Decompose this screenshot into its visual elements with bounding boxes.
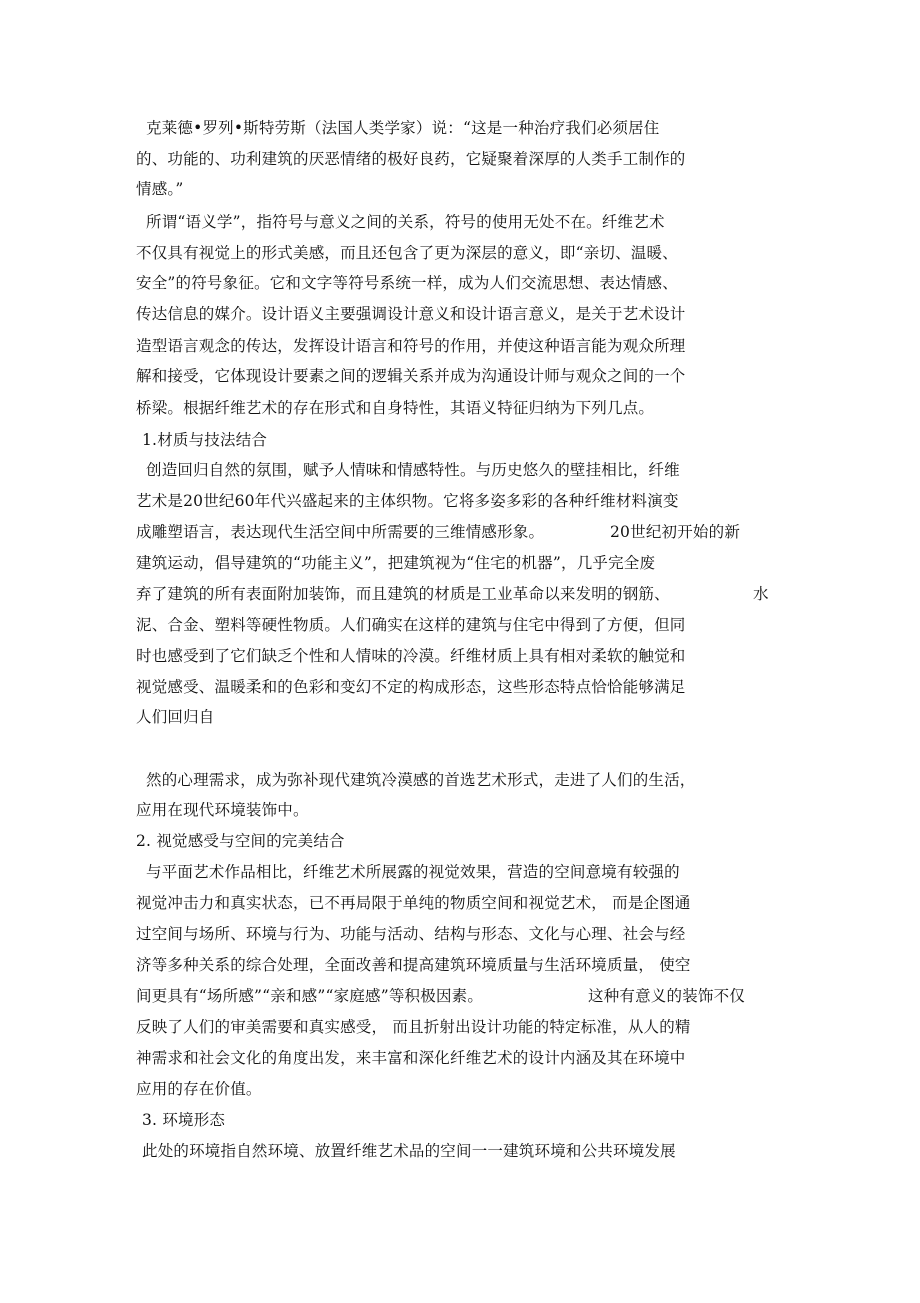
- text-line: 间更具有“场所感”“亲和感”“家庭感”等积极因素。: [136, 987, 484, 1005]
- text-line: 水: [753, 585, 769, 603]
- text-line: 克莱德•罗列•斯特劳斯（法国人类学家）说：“这是一种治疗我们必须居住: [146, 119, 660, 137]
- text-line: 安全”的符号象征。它和文字等符号系统一样，成为人们交流思想、表达情感、: [136, 274, 678, 292]
- text-line: 泥、合金、塑料等硬性物质。人们确实在这样的建筑与住宅中得到了方便，但同: [136, 616, 686, 634]
- text-line: 应用在现代环境装饰中。: [136, 801, 309, 819]
- text-line: 不仅具有视觉上的形式美感，而且还包含了更为深层的意义，即“亲切、温暖、: [136, 244, 678, 262]
- text-line: 解和接受，它体现设计要素之间的逻辑关系并成为沟通设计师与观众之间的一个: [136, 367, 686, 385]
- section-heading: 3. 环境形态: [142, 1111, 226, 1129]
- text-line: 视觉冲击力和真实状态，已不再局限于单纯的物质空间和视觉艺术， 而是企图通: [136, 894, 691, 912]
- text-line: 的、功能的、功利建筑的厌恶情绪的极好良药，它疑聚着深厚的人类手工制作的: [136, 150, 686, 168]
- text-line: 造型语言观念的传达，发挥设计语言和符号的作用，并使这种语言能为观众所理: [136, 337, 686, 355]
- text-line: 艺术是20世纪60年代兴盛起来的主体织物。它将多姿多彩的各种纤维材料演变: [136, 492, 679, 510]
- text-line: 反映了人们的审美需要和真实感受， 而且折射出设计功能的特定标准，从人的精: [136, 1018, 691, 1036]
- text-line: 此处的环境指自然环境、放置纤维艺术品的空间一一建筑环境和公共环境发展: [142, 1142, 676, 1160]
- text-line: 20世纪初开始的新: [610, 523, 741, 541]
- text-line: 桥梁。根据纤维艺术的存在形式和自身特性，其语义特征归纳为下列几点。: [136, 399, 655, 417]
- text-line: 所谓“语义学”，指符号与意义之间的关系，符号的使用无处不在。纤维艺术: [146, 213, 665, 231]
- text-line: 传达信息的媒介。设计语义主要强调设计意义和设计语言意义，是关于艺术设计: [136, 305, 686, 323]
- text-line: 情感。”: [136, 180, 184, 198]
- section-heading: 1.材质与技法结合: [142, 431, 268, 449]
- text-line: 成雕塑语言，表达现代生活空间中所需要的三维情感形象。: [136, 523, 545, 541]
- text-line: 这种有意义的装饰不仅: [588, 987, 746, 1005]
- text-line: 人们回归自: [136, 708, 215, 726]
- text-line: 神需求和社会文化的角度出发，来丰富和深化纤维艺术的设计内涵及其在环境中: [136, 1049, 686, 1067]
- text-line: 建筑运动，倡导建筑的“功能主义”，把建筑视为“住宅的机器”，几乎完全废: [136, 554, 656, 572]
- text-line: 与平面艺术作品相比，纤维艺术所展露的视觉效果，营造的空间意境有较强的: [146, 863, 680, 881]
- text-line: 应用的存在价值。: [136, 1080, 262, 1098]
- text-line: 济等多种关系的综合处理，全面改善和提高建筑环境质量与生活环境质量， 使空: [136, 956, 691, 974]
- text-line: 然的心理需求，成为弥补现代建筑冷漠感的首选艺术形式，走进了人们的生活，: [146, 771, 696, 789]
- text-line: 视觉感受、温暖柔和的色彩和变幻不定的构成形态，这些形态特点恰恰能够满足: [136, 678, 686, 696]
- text-line: 过空间与场所、环境与行为、功能与活动、结构与形态、文化与心理、社会与经: [136, 925, 686, 943]
- text-line: 创造回归自然的氛围，赋予人情味和情感特性。与历史悠久的壁挂相比，纤维: [146, 461, 680, 479]
- section-heading: 2. 视觉感受与空间的完美结合: [136, 832, 345, 850]
- text-line: 弃了建筑的所有表面附加装饰，而且建筑的材质是工业革命以来发明的钢筋、: [136, 585, 670, 603]
- text-line: 时也感受到了它们缺乏个性和人情味的冷漠。纤维材质上具有相对柔软的触觉和: [136, 647, 686, 665]
